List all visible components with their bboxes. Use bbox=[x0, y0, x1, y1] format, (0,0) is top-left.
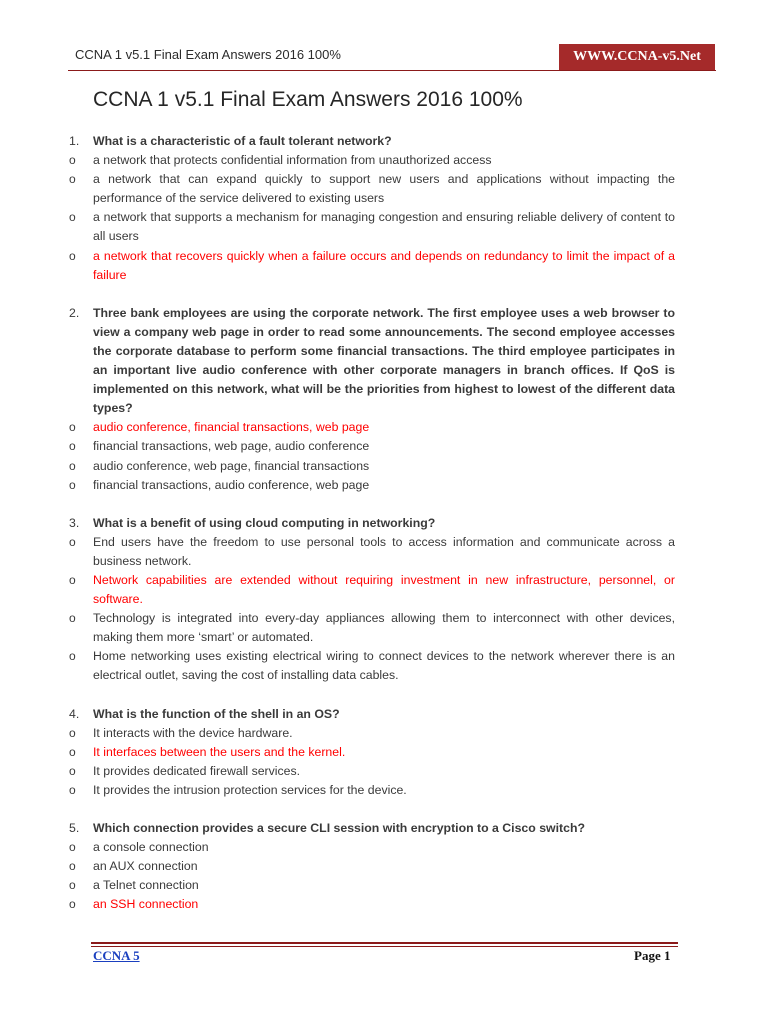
answer-text: It provides the intrusion protection services for the device. bbox=[93, 782, 407, 797]
bullet-icon: o bbox=[69, 649, 76, 664]
question-text: What is a characteristic of a fault tolerant network? bbox=[93, 134, 392, 148]
answer-text: a network that recovers quickly when a failure occurs and depends on redundancy to limit the impact of a failure bbox=[93, 248, 675, 282]
question-number: 2. bbox=[69, 305, 80, 320]
spacer bbox=[0, 800, 768, 819]
bullet-icon: o bbox=[69, 840, 76, 855]
answer-text: Network capabilities are extended without requiring investment in new infrastructure, personnel, or software. bbox=[93, 572, 675, 607]
question-text: Which connection provides a secure CLI session with encryption to a Cisco switch? bbox=[93, 821, 585, 835]
answer-text: Home networking uses existing electrical wiring to connect devices to the network wherever there is an electrical outlet, saving the cost of installing data cables. bbox=[93, 649, 675, 683]
answer-text: audio conference, financial transactions, web page bbox=[93, 420, 370, 435]
answer-option bbox=[0, 437, 675, 456]
answer-option-correct bbox=[0, 418, 675, 437]
document-title: CCNA 1 v5.1 Final Exam Answers 2016 100% bbox=[93, 88, 523, 111]
answer-text: Technology is integrated into every-day appliances allowing them to interconnect with other devices, making them more ‘smart’ or automated. bbox=[93, 611, 675, 645]
answer-option bbox=[0, 533, 675, 571]
answer-text: a Telnet connection bbox=[93, 878, 199, 893]
bullet-icon: o bbox=[69, 248, 76, 263]
bullet-icon: o bbox=[69, 153, 76, 168]
question-number: 3. bbox=[69, 515, 80, 530]
bullet-icon: o bbox=[69, 859, 76, 874]
answer-option-correct bbox=[0, 247, 675, 285]
bullet-icon: o bbox=[69, 458, 76, 473]
question bbox=[0, 304, 675, 419]
answer-option-correct bbox=[0, 743, 675, 762]
spacer bbox=[0, 285, 768, 304]
question-text: Three bank employees are using the corporate network. The first employee uses a web browser to view a company web page in order to read some announcements. The second employee accesses the corporate database to perform some financial transactions. The third employee participates in an important live audio conference with other corporate managers in branch offices. If QoS is implemented on this network, what will be the priorities from highest to lowest of the different data types? bbox=[93, 305, 675, 416]
answer-text: a console connection bbox=[93, 840, 209, 855]
bullet-icon: o bbox=[69, 763, 76, 778]
bullet-icon: o bbox=[69, 725, 76, 740]
bullet-icon: o bbox=[69, 572, 76, 587]
answer-option bbox=[0, 457, 675, 476]
answer-option bbox=[0, 762, 675, 781]
bullet-icon: o bbox=[69, 897, 76, 912]
answer-text: an AUX connection bbox=[93, 859, 198, 874]
question bbox=[0, 819, 675, 838]
header-rule bbox=[68, 70, 716, 71]
answer-option bbox=[0, 724, 675, 743]
answer-text: a network that supports a mechanism for managing congestion and ensuring reliable delivery of content to all users bbox=[93, 210, 675, 244]
spacer bbox=[0, 495, 768, 514]
bullet-icon: o bbox=[69, 744, 76, 759]
answer-text: a network that can expand quickly to support new users and applications without impacting the performance of the service delivered to existing users bbox=[93, 172, 675, 206]
answer-text: an SSH connection bbox=[93, 897, 199, 912]
answer-option bbox=[0, 208, 675, 246]
question bbox=[0, 132, 675, 151]
question bbox=[0, 705, 675, 724]
spacer bbox=[0, 686, 768, 705]
question-text: What is the function of the shell in an OS? bbox=[93, 706, 340, 721]
footer-rule-thick bbox=[91, 942, 678, 944]
bullet-icon: o bbox=[69, 611, 76, 626]
answer-text: It interacts with the device hardware. bbox=[93, 725, 293, 740]
answer-option bbox=[0, 151, 675, 170]
bullet-icon: o bbox=[69, 782, 76, 797]
bullet-icon: o bbox=[69, 210, 76, 225]
answer-text: financial transactions, web page, audio conference bbox=[93, 439, 370, 454]
bullet-icon: o bbox=[69, 420, 76, 435]
answer-text: It interfaces between the users and the kernel. bbox=[93, 744, 346, 759]
bullet-icon: o bbox=[69, 534, 76, 549]
answer-option bbox=[0, 476, 675, 495]
question-number: 4. bbox=[69, 706, 80, 721]
header-title: CCNA 1 v5.1 Final Exam Answers 2016 100% bbox=[75, 47, 341, 62]
question-text: What is a benefit of using cloud computing in networking? bbox=[93, 515, 436, 530]
page-number: Page 1 bbox=[634, 948, 671, 963]
answer-option bbox=[0, 857, 675, 876]
answer-option bbox=[0, 647, 675, 685]
answer-option bbox=[0, 876, 675, 895]
answer-text: It provides dedicated firewall services. bbox=[93, 763, 301, 778]
answer-option bbox=[0, 609, 675, 647]
question bbox=[0, 514, 675, 533]
answer-text: audio conference, web page, financial transactions bbox=[93, 458, 370, 473]
question-number: 5. bbox=[69, 821, 80, 835]
answer-text: financial transactions, audio conference, web page bbox=[93, 477, 370, 492]
question-list bbox=[0, 132, 768, 914]
answer-text: End users have the freedom to use personal tools to access information and communicate across a business network. bbox=[93, 534, 675, 568]
answer-option bbox=[0, 170, 675, 208]
site-badge[interactable]: WWW.CCNA-v5.Net bbox=[559, 44, 715, 70]
answer-option-correct bbox=[0, 895, 675, 914]
answer-option bbox=[0, 838, 675, 857]
bullet-icon: o bbox=[69, 172, 76, 187]
answer-option-correct bbox=[0, 571, 675, 609]
question-number: 1. bbox=[69, 134, 80, 148]
footer-rule-thin bbox=[91, 946, 678, 947]
bullet-icon: o bbox=[69, 439, 76, 454]
bullet-icon: o bbox=[69, 878, 76, 893]
footer-link[interactable]: CCNA 5 bbox=[93, 948, 140, 963]
bullet-icon: o bbox=[69, 477, 76, 492]
answer-option bbox=[0, 781, 675, 800]
answer-text: a network that protects confidential information from unauthorized access bbox=[93, 153, 492, 168]
